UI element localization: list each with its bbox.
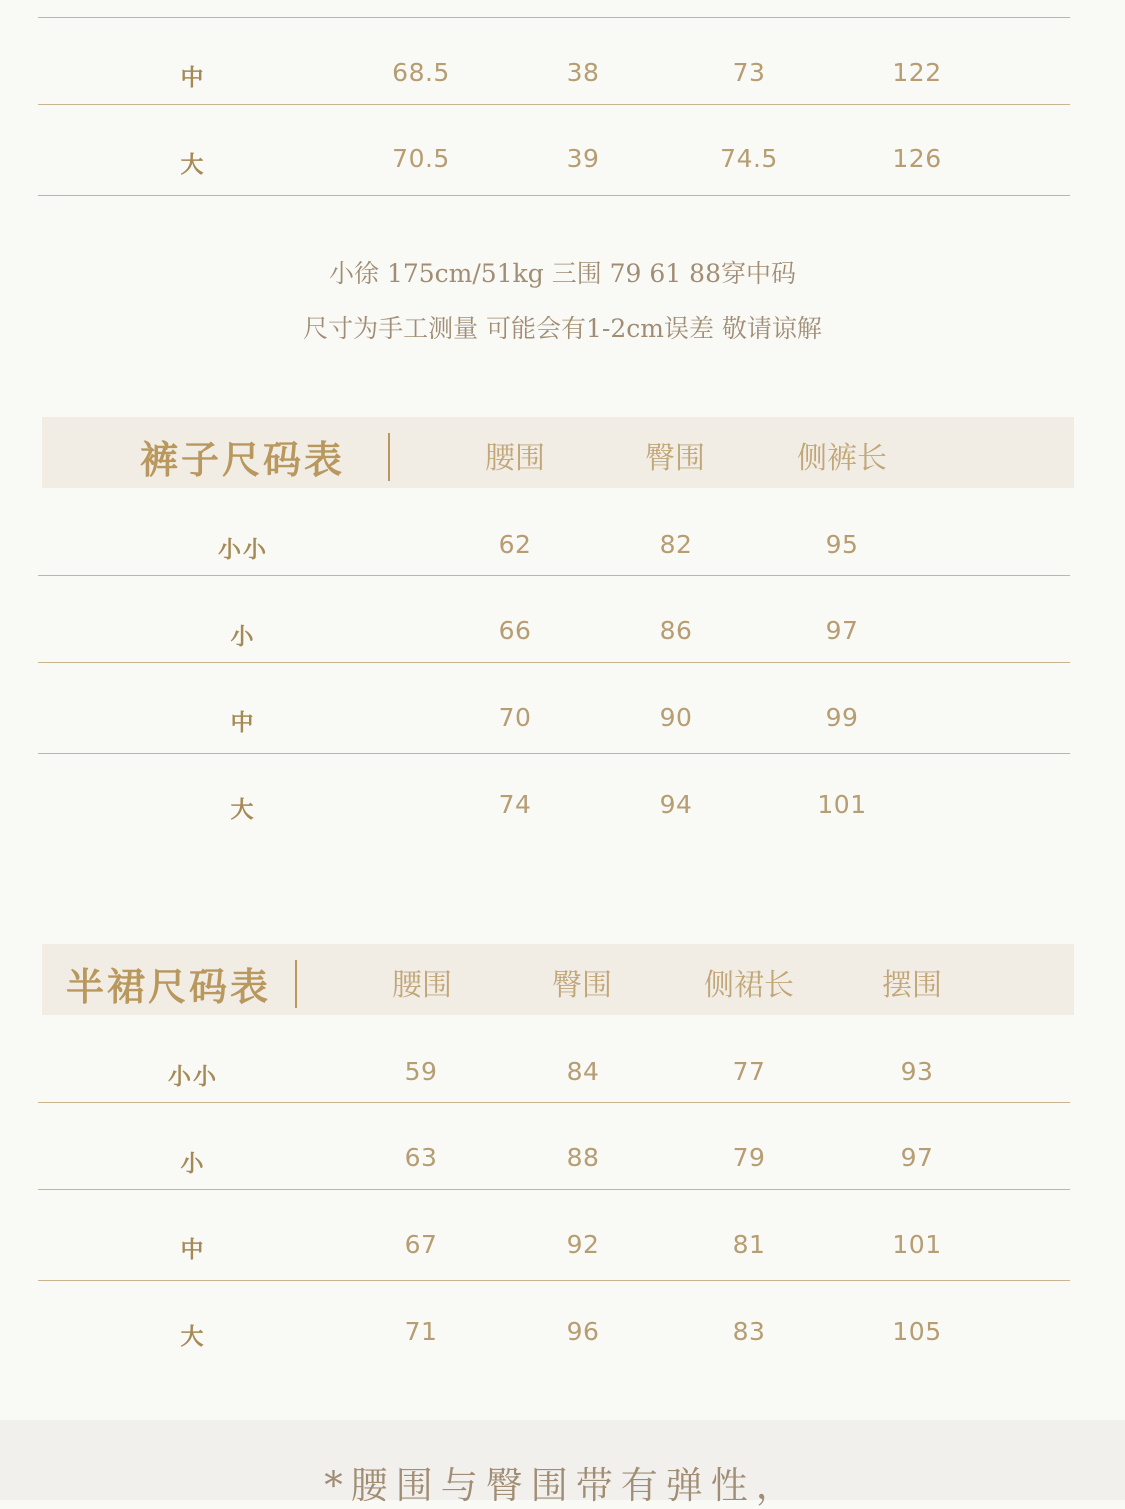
table-cell: 92 [566, 1230, 600, 1259]
size-label: 中 [230, 709, 256, 736]
size-label: 中 [180, 64, 206, 91]
column-header: 臀围 [552, 968, 612, 1003]
row-divider [38, 753, 1070, 754]
table-cell: 68.5 [392, 58, 450, 87]
table-cell: 126 [892, 144, 942, 173]
table-cell: 83 [732, 1317, 766, 1346]
table-cell: 101 [892, 1230, 942, 1259]
footer-band [0, 1420, 1125, 1507]
row-divider [38, 662, 1070, 663]
table-cell: 70 [498, 703, 532, 732]
table-cell: 39 [566, 144, 600, 173]
title-divider [295, 960, 297, 1008]
table-cell: 81 [732, 1230, 766, 1259]
table-cell: 88 [566, 1143, 600, 1172]
table-cell: 97 [900, 1143, 934, 1172]
table-header [42, 417, 1074, 488]
table-title: 裤子尺码表 [140, 437, 346, 482]
table-cell: 70.5 [392, 144, 450, 173]
table-cell: 105 [892, 1317, 942, 1346]
table-cell: 59 [404, 1057, 438, 1086]
table-header [42, 944, 1074, 1015]
row-divider [38, 104, 1070, 105]
column-header: 腰围 [392, 968, 452, 1003]
size-label: 小 [180, 1150, 206, 1177]
table-cell: 79 [732, 1143, 766, 1172]
column-header: 腰围 [485, 441, 545, 476]
table-cell: 67 [404, 1230, 438, 1259]
column-header: 侧裙长 [704, 968, 794, 1003]
table-title: 半裙尺码表 [66, 964, 272, 1009]
table-cell: 74 [498, 790, 532, 819]
table-cell: 38 [566, 58, 600, 87]
table-cell: 97 [825, 616, 859, 645]
table-cell: 62 [498, 530, 532, 559]
size-label: 中 [180, 1236, 206, 1263]
row-divider [38, 1102, 1070, 1103]
row-divider [38, 575, 1070, 576]
size-label: 小小 [218, 536, 268, 563]
table-cell: 93 [900, 1057, 934, 1086]
table-cell: 94 [659, 790, 693, 819]
title-divider [388, 433, 390, 481]
column-header: 臀围 [645, 441, 705, 476]
table-cell: 84 [566, 1057, 600, 1086]
model-info: 小徐 175cm/51kg 三围 79 61 88穿中码 [329, 259, 796, 288]
size-label: 小 [230, 623, 256, 650]
measurement-disclaimer: 尺寸为手工测量 可能会有1-2cm误差 敬请谅解 [303, 314, 822, 343]
table-cell: 77 [732, 1057, 766, 1086]
table-cell: 63 [404, 1143, 438, 1172]
size-label: 大 [180, 151, 206, 178]
table-cell: 101 [817, 790, 867, 819]
size-label: 小小 [168, 1063, 218, 1090]
table-cell: 90 [659, 703, 693, 732]
column-header: 侧裤长 [797, 441, 887, 476]
table-cell: 71 [404, 1317, 438, 1346]
table-cell: 99 [825, 703, 859, 732]
table-cell: 122 [892, 58, 942, 87]
table-cell: 95 [825, 530, 859, 559]
table-cell: 73 [732, 58, 766, 87]
table-cell: 66 [498, 616, 532, 645]
row-divider [38, 17, 1070, 18]
size-label: 大 [230, 796, 256, 823]
column-header: 摆围 [882, 968, 942, 1003]
table-cell: 74.5 [720, 144, 778, 173]
row-divider [38, 1189, 1070, 1190]
table-cell: 86 [659, 616, 693, 645]
row-divider [38, 195, 1070, 196]
size-label: 大 [180, 1323, 206, 1350]
table-cell: 96 [566, 1317, 600, 1346]
elastic-note: *腰围与臀围带有弹性， [324, 1464, 801, 1507]
row-divider [38, 1280, 1070, 1281]
table-cell: 82 [659, 530, 693, 559]
